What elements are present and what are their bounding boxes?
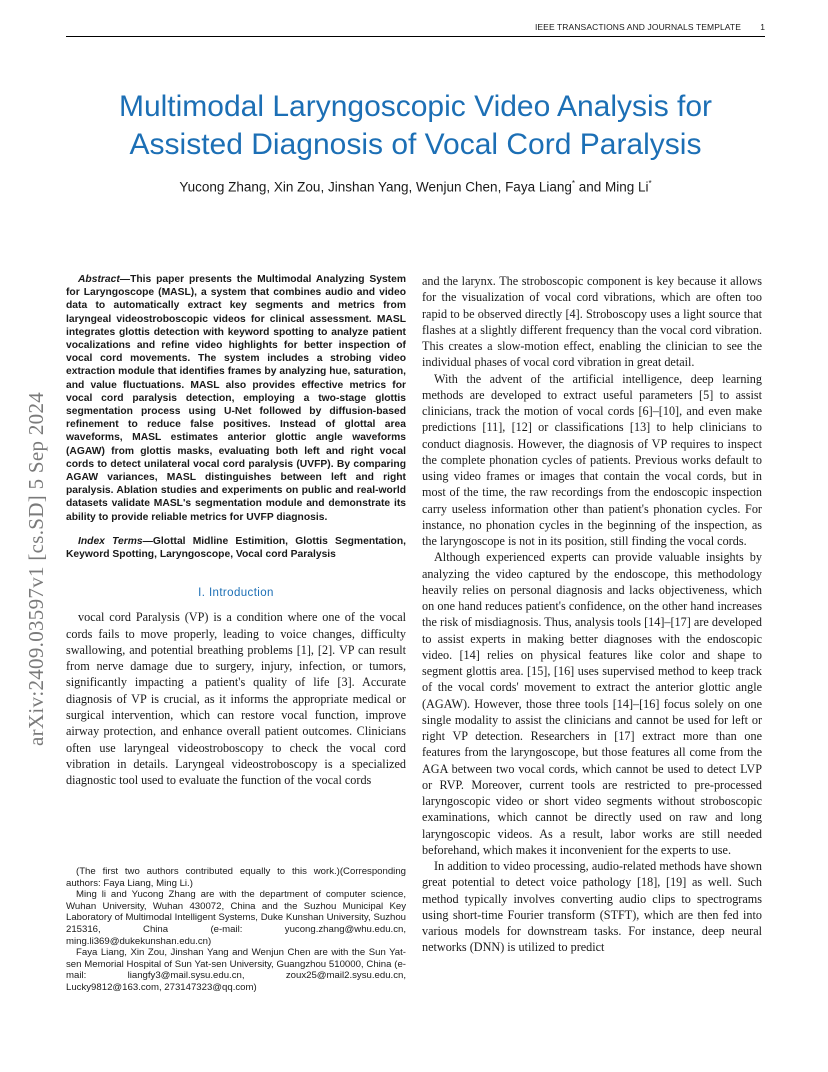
page-number: 1 — [760, 22, 765, 32]
author-names: Yucong Zhang, Xin Zou, Jinshan Yang, Wenjun Chen, Faya Liang — [179, 179, 572, 195]
index-terms-lead: Index Terms— — [78, 535, 153, 547]
section-heading: I. Introduction — [198, 587, 274, 600]
running-header — [66, 20, 765, 37]
title-line-2: Assisted Diagnosis of Vocal Cord Paralysis — [129, 128, 702, 161]
footnote-equal-contribution: (The first two authors contributed equally to this work.)(Corresponding authors: Faya Liang, Ming Li.) — [66, 866, 406, 889]
right-paragraph-2: With the advent of the artificial intelligence, deep learning methods are developed to extract useful parameters [5] to assist clinicians, track the motion of vocal cords [6]–[10], and even make predictions [11], [12] or classifications [13] to help clinicians to conduct diagnosis. However, the diagnosis of VP requires to inspect the complete phonation cycles of patients. Previous works default to using video frames or images that contain the vocal cords, but in most of the time, the raw recordings from the endoscopic inspection carry useless information other than patient's phonation cycles. For instance, no phonation cycles in the beginning of the inspection, as the laryngoscope is not in its position, still finding the vocal cords. — [422, 371, 762, 548]
arxiv-stamp: arXiv:2409.03597v1 [cs.SD] 5 Sep 2024 — [24, 391, 48, 746]
right-paragraph-4: In addition to video processing, audio-related methods have shown great potential to detect voice pathology [18], [19] as well. Such method typically involves converting audio clips to spectrograms using short-time Fourier transform (STFT), which are then fed into various models for downstream tasks. For instance, deep neural networks (DNN) is utilized to predict — [422, 859, 762, 955]
footnote-affiliation-1: Ming li and Yucong Zhang are with the department of computer science, Wuhan University, Wuhan 430072, China and the Suzhou Municipal Key Laboratory of Multimodal Intelligent Systems, Duke Kunshan University, Suzhou 215316, China (e-mail: yucong.zhang@whu.edu.cn, ming.li369@dukekunshan.edu.cn) — [66, 889, 406, 947]
abstract-lead: Abstract— — [78, 274, 131, 285]
paper-title — [66, 88, 765, 164]
index-terms-text: Glottal Midline Estimition, Glottis Segmentation, Keyword Spotting, Laryngoscope, Vocal cord Paralysis — [66, 535, 406, 561]
author-list — [66, 179, 765, 195]
index-terms — [66, 535, 406, 561]
right-column — [422, 273, 762, 956]
footnotes — [66, 866, 406, 994]
author-last: and Ming Li — [574, 179, 649, 195]
corresponding-mark-2: * — [648, 179, 652, 188]
corresponding-mark: * — [571, 179, 575, 188]
journal-name: IEEE TRANSACTIONS AND JOURNALS TEMPLATE — [534, 22, 741, 32]
abstract — [66, 273, 406, 524]
right-paragraph-1: and the larynx. The stroboscopic component is key because it allows for the visualization of vocal cord vibrations, which are often too rapid to be observed directly [4]. Stroboscopy uses a light source that flashes at a slightly different frequency than the vocal cord vibration. This creates a slow-motion effect, enabling the clinician to see the individual phases of vocal cord vibration in great detail. — [422, 274, 762, 370]
abstract-text: This paper presents the Multimodal Analyzing System for Laryngoscope (MASL), a system that combines audio and video data to automatically extract key segments and metrics from laryngeal videostroboscopic videos for clinical assessment. MASL integrates glottis detection with keyword spotting to analyze patient vocalizations and refine video highlights for better inspection of vocal cord movements. The system includes a strobing video extraction module that identifies frames by analyzing hue, saturation, and value fluctuations. MASL also provides effective metrics for vocal cord paralysis detection, employing a two-stage glottis segmentation process using U-Net followed by diffusion-based refinement to reduce false positives. Instead of glottal area waveforms, MASL estimates anterior glottic angle waveforms (AGAW) from glottis masks, evaluating both left and right vocal cords to detect unilateral vocal cord paralysis (UVFP). By comparing AGAW variances, MASL distinguishes between left and right paralysis. Ablation studies and experiments on public and real-world datasets validate MASL's segmentation module and demonstrate its ability to provide reliable metrics for UVFP diagnosis. — [66, 274, 406, 523]
intro-paragraph: vocal cord Paralysis (VP) is a condition where one of the vocal cords fails to move properly, leading to voice changes, difficulty swallowing, and potential breathing problems [1], [2]. VP can result from nerve damage due to surgery, injury, infection, or tumors, significantly impacting a patient's quality of life [3]. Accurate diagnosis of VP is crucial, as it informs the appropriate medical or surgical intervention, which can restore vocal function, improve airway protection, and enhance overall patient outcomes. Clinicians often use laryngeal videostroboscopy to check the vocal cord vibration in details. Laryngeal videostroboscopy is a specialized diagnostic tool used to evaluate the function of the vocal cords — [66, 610, 406, 788]
title-line-1: Multimodal Laryngoscopic Video Analysis for — [118, 90, 713, 123]
left-column — [66, 273, 406, 789]
footnote-affiliation-2: Faya Liang, Xin Zou, Jinshan Yang and Wenjun Chen are with the Sun Yat-sen Memorial Hospital of Sun Yat-sen University, Guangzhou 510000, China (e-mail: liangfy3@mail.sysu.edu.cn, zoux25@mail2.sysu.edu.cn, Lucky9812@163.com, 273147323@qq.com) — [66, 947, 406, 993]
right-paragraph-3: Although experienced experts can provide valuable insights by analyzing the video captured by the endoscope, this methodology heavily relies on personal diagnosis and lacks objectiveness, which on one hand reduces patient's confidence, on the other hand increases the risk of misdiagnosis. Thus, analysis tools [14]–[17] are developed to assist experts in making better diagnoses with the endoscopic video. [14] relies on physical features like color and shape to segment glottis area. [15], [16] uses supervised method to keep track of the vocal cords' movement to extract the anterior glottic angle (AGAW). However, those three tools [14]–[16] focus solely on one single modality to assist the clinicians and cannot be used for left or right VP detection. Researchers in [17] extract more than one features from the laryngoscope, but those features all come from the AGA between two vocal cords, which cannot be used to detect LVP or RVP. Moreover, current tools are restricted to pre-processed laryngoscopic video or short video segments without stroboscopic examinations, which cannot be directly used on raw and long laryngoscopic videos. As a result, labor works are still needed beforehand, which makes it inconvenient for the experts to use. — [422, 550, 762, 857]
